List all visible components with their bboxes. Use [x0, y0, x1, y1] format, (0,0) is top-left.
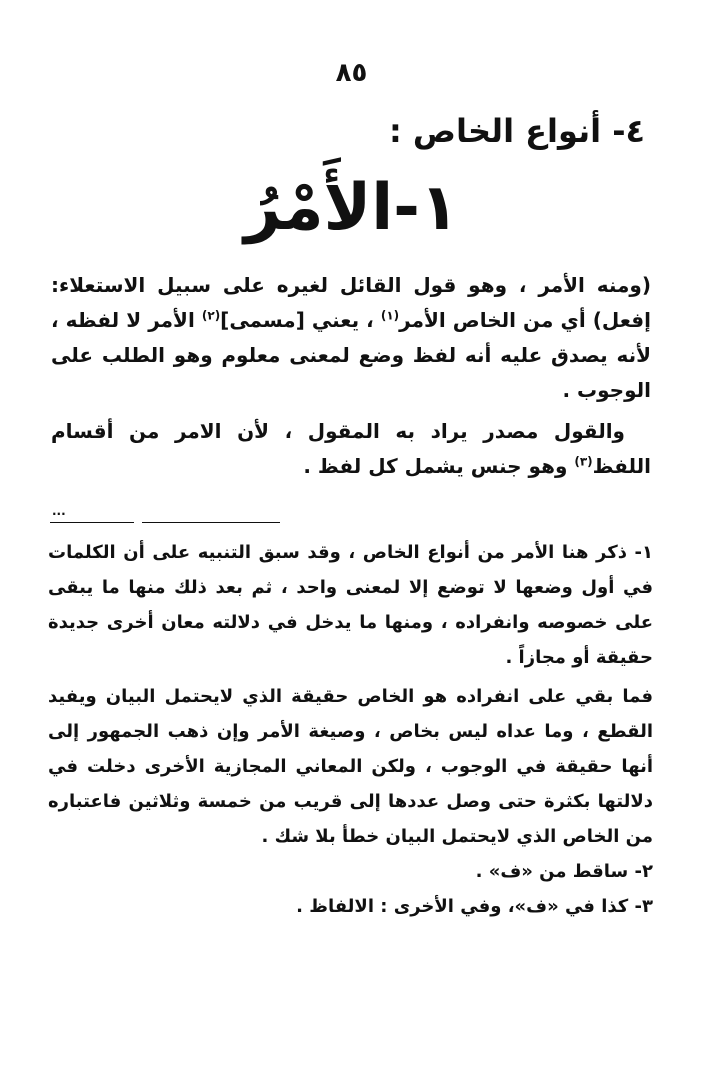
footnotes: [48, 535, 653, 924]
separator-rule: [142, 522, 280, 523]
page-number: ٨٥: [335, 58, 368, 88]
footnote-separator: [50, 504, 280, 524]
main-paragraph-1: [51, 268, 651, 408]
text-span: (ومنه الأمر ، وهو قول القائل لغيره على سبيل الاستعلاء: إفعل) أي من الخاص الأمر: [51, 273, 651, 332]
text-span: وهو جنس يشمل كل لفظ .: [303, 454, 575, 478]
text-span: والقول مصدر يراد به المقول ، لأن الامر من أقسام اللفظ: [51, 419, 651, 478]
footnote-ref-1: (١): [380, 308, 400, 323]
footnote-ref-3: (٣): [574, 454, 593, 469]
main-paragraph-2: [51, 414, 651, 484]
text-span: ، يعني [مسمى]: [220, 308, 381, 332]
main-text: [51, 268, 651, 490]
footnote-ref-2: (٢): [201, 308, 221, 323]
text-span: الأمر لا لفظه ، لأنه يصدق عليه أنه لفظ وضع لمعنى معلوم وهو الطلب على الوجوب .: [51, 308, 651, 402]
footnote-1: ١- ذكر هنا الأمر من أنواع الخاص ، وقد سبق التنبيه على أن الكلمات في أول وضعها لا توضع إلا لمعنى واحد ، ثم بعد ذلك منها ما يبقى على خصوصه وانفراده ، ومنها ما يدخل في دلالته معان أخرى جديدة حقيقة أو مجازاً .: [48, 542, 653, 668]
footnote-2: ٢- ساقط من «ف» .: [475, 861, 653, 882]
footnote-3: ٣- كذا في «ف»، وفي الأخرى : الالفاظ .: [296, 896, 653, 917]
footnote-1-continued: فما بقي على انفراده هو الخاص حقيقة الذي لايحتمل البيان ويفيد القطع ، وما عداه ليس بخاص ، وصيغة الأمر وإن ذهب الجمهور إلى أنها حقيقة في الوجوب ، ولكن المعاني المجازية الأخرى دخلت في دلالتها بكثرة حتى وصل عددها إلى قريب من خمسة وثلاثين فاعتباره من الخاص الذي لايحتمل البيان خطأ بلا شك .: [48, 686, 653, 847]
chapter-title: ١-الأَمْرُ: [244, 171, 459, 245]
section-heading: ٤- أنواع الخاص :: [388, 112, 645, 150]
separator-rule: [50, 522, 134, 523]
separator-dots: ...: [52, 504, 66, 518]
